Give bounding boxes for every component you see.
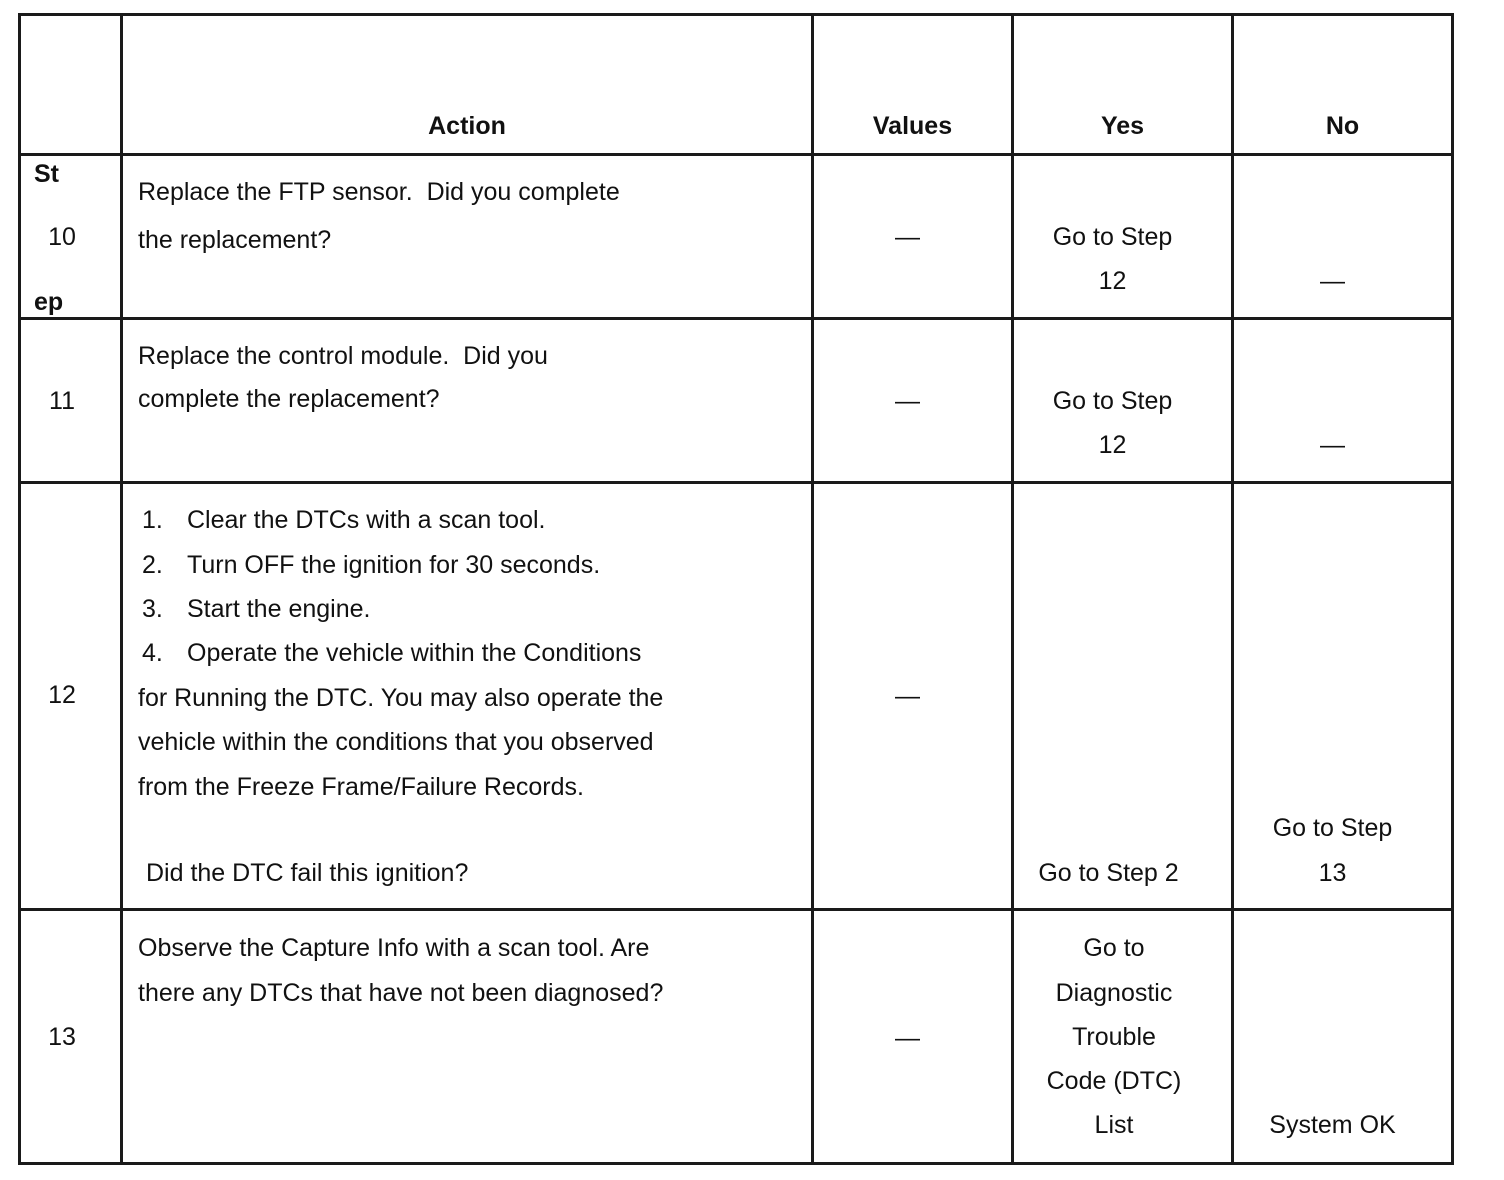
values-cell: — — [895, 387, 920, 415]
list-number: 3. — [142, 595, 163, 623]
list-item-text: Clear the DTCs with a scan tool. — [187, 506, 546, 534]
header-yes: Yes — [1100, 112, 1145, 140]
no-cell: 13 — [1318, 859, 1347, 887]
list-number: 1. — [142, 506, 163, 534]
header-action: Action — [428, 112, 506, 140]
action-text: for Running the DTC. You may also operate the — [138, 684, 664, 712]
action-text: Replace the FTP sensor. Did you complete — [138, 178, 620, 206]
yes-cell: 12 — [1098, 267, 1127, 295]
header-values: Values — [872, 112, 953, 140]
action-text: vehicle within the conditions that you observed — [138, 728, 654, 756]
list-item-text: Start the engine. — [187, 595, 371, 623]
yes-cell: Diagnostic — [1055, 979, 1173, 1007]
yes-cell: List — [1094, 1111, 1134, 1139]
column-divider — [811, 13, 814, 1165]
table-border-right — [1451, 13, 1454, 1165]
yes-cell: 12 — [1098, 431, 1127, 459]
header-step-line1: St — [34, 160, 59, 188]
header-divider — [18, 153, 1454, 156]
action-text: Observe the Capture Info with a scan tool. Are — [138, 934, 650, 962]
header-no: No — [1325, 112, 1360, 140]
action-text: the replacement? — [138, 226, 332, 254]
no-cell: — — [1320, 431, 1345, 459]
step-number: 11 — [49, 387, 75, 415]
row-divider — [18, 317, 1454, 320]
step-number: 10 — [48, 223, 76, 251]
list-number: 4. — [142, 639, 163, 667]
yes-cell: Go to Step 2 — [1038, 859, 1179, 887]
column-divider — [1231, 13, 1234, 1165]
action-text: from the Freeze Frame/Failure Records. — [138, 773, 584, 801]
header-step-line2: ep — [34, 288, 64, 316]
values-cell: — — [895, 223, 920, 251]
row-divider — [18, 481, 1454, 484]
no-cell: Go to Step — [1272, 814, 1393, 842]
no-cell: System OK — [1269, 1111, 1396, 1139]
yes-cell: Trouble — [1072, 1023, 1156, 1051]
list-number: 2. — [142, 551, 163, 579]
action-text: Replace the control module. Did you — [138, 342, 548, 370]
list-item-text: Turn OFF the ignition for 30 seconds. — [187, 551, 601, 579]
values-cell: — — [895, 1024, 920, 1052]
yes-cell: Code (DTC) — [1046, 1067, 1182, 1095]
step-number: 12 — [48, 681, 76, 709]
action-question: Did the DTC fail this ignition? — [146, 859, 469, 887]
table-border-top — [18, 13, 1454, 16]
yes-cell: Go to — [1083, 934, 1145, 962]
yes-cell: Go to Step — [1052, 387, 1173, 415]
table-border-left — [18, 13, 21, 1165]
table-border-bottom — [18, 1162, 1454, 1165]
yes-cell: Go to Step — [1052, 223, 1173, 251]
row-divider — [18, 908, 1454, 911]
action-text: there any DTCs that have not been diagnosed? — [138, 979, 664, 1007]
action-text: complete the replacement? — [138, 385, 440, 413]
list-item-text: Operate the vehicle within the Conditions — [187, 639, 642, 667]
no-cell: — — [1320, 267, 1345, 295]
values-cell: — — [895, 682, 920, 710]
step-number: 13 — [48, 1023, 76, 1051]
column-divider — [120, 13, 123, 1165]
